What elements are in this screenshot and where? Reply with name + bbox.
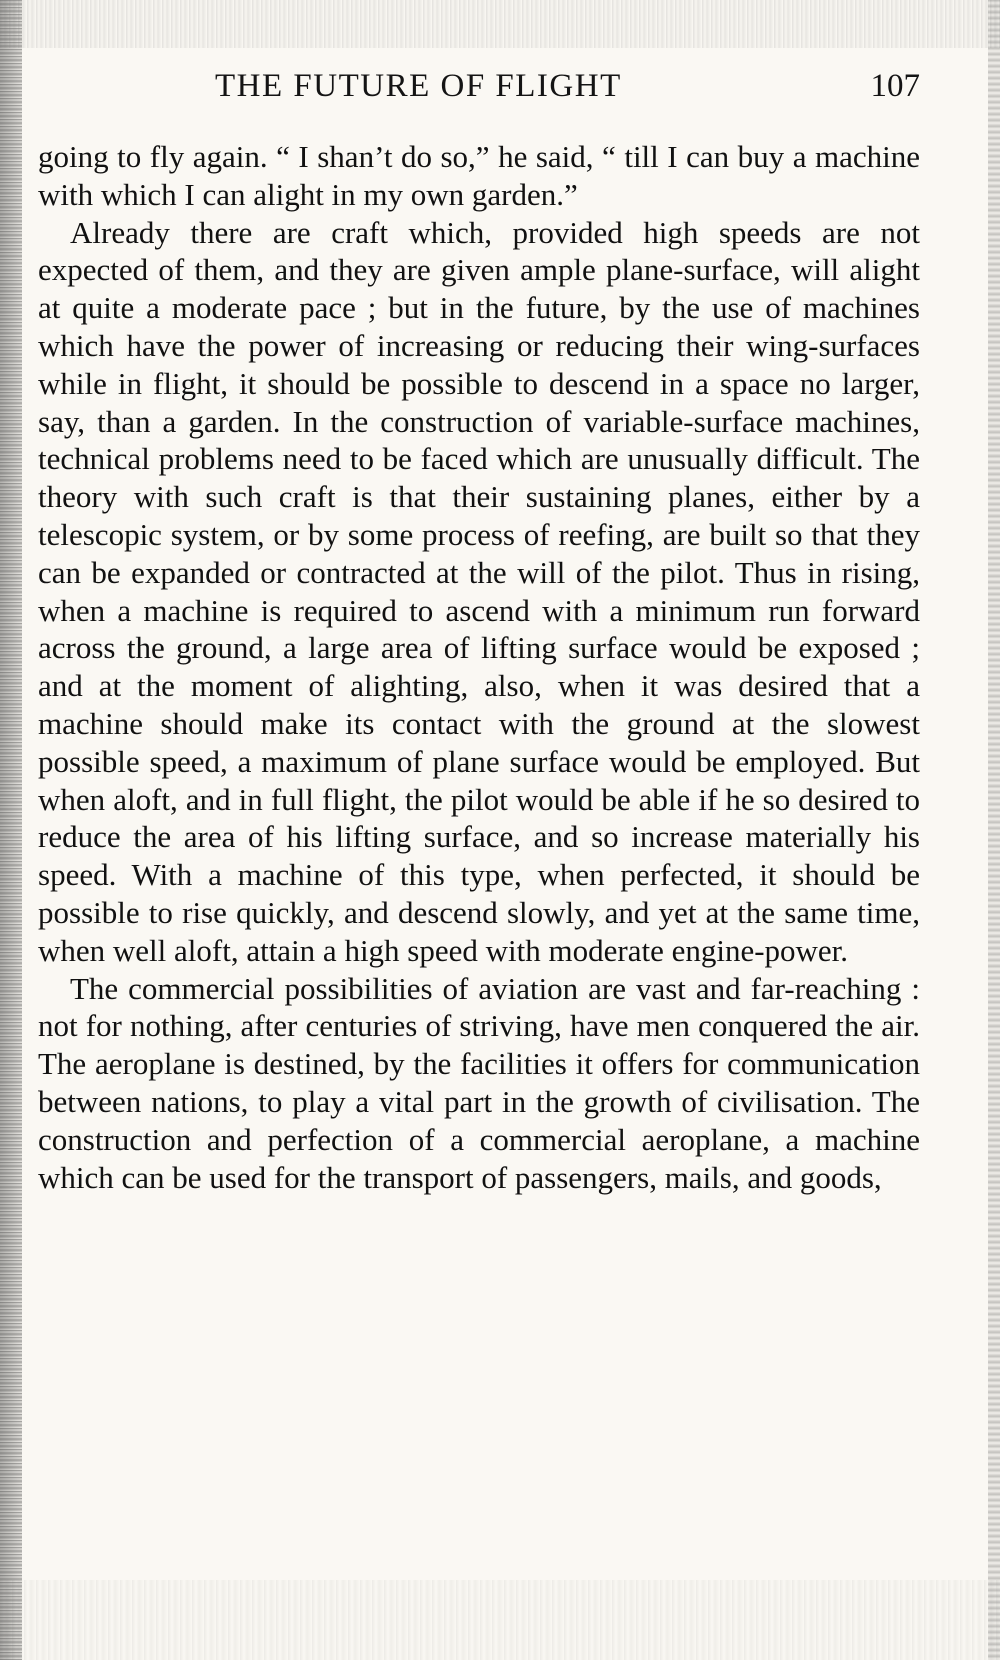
running-head xyxy=(40,68,920,118)
scan-edge-top xyxy=(0,0,1000,48)
scan-edge-right xyxy=(988,0,1000,1660)
paragraph-continuation: going to fly again. “ I shan’t do so,” he said, “ till I can buy a machine with which I can alight in my own garden.” xyxy=(38,139,920,212)
page-number: 107 xyxy=(870,68,920,104)
running-title: THE FUTURE OF FLIGHT xyxy=(215,68,622,104)
paragraph-variable-surface: Already there are craft which, provided high speeds are not expected of them, and they are given ample plane-surface, will alight at quite a moderate pace ; but in the future, by the use of machines which have the power of increasing or reducing their wing-surfaces while in flight, it should be possible to descend in a space no larger, say, than a garden. In the construction of variable-surface machines, technical problems need to be faced which are unusually difficult. The theory with such craft is that their sustaining planes, either by a telescopic system, or by some process of reefing, are built so that they can be expanded or contracted at the will of the pilot. Thus in rising, when a machine is required to ascend with a minimum run forward across the ground, a large area of lifting surface would be exposed ; and at the moment of alighting, also, when it was desired that a machine should make its contact with the ground at the slowest possible speed, a maximum of plane surface would be employed. But when aloft, and in full flight, the pilot would be able if he so desired to reduce the area of his lifting surface, and so increase materially his speed. With a machine of this type, when perfected, it should be possible to rise quickly, and descend slowly, and yet at the same time, when well aloft, attain a high speed with moderate engine-power. xyxy=(38,214,920,968)
scan-edge-left xyxy=(0,0,22,1660)
body-text xyxy=(38,138,920,1196)
scan-edge-bottom xyxy=(0,1580,1000,1660)
paragraph-commercial: The commercial possibilities of aviation are vast and far-reaching : not for nothing, after centuries of striving, have men conquered the air. The aeroplane is destined, by the facilities it offers for communication between nations, to play a vital part in the growth of civilisation. The construction and perfection of a commercial aeroplane, a machine which can be used for the transport of passengers, mails, and goods, xyxy=(38,970,920,1195)
